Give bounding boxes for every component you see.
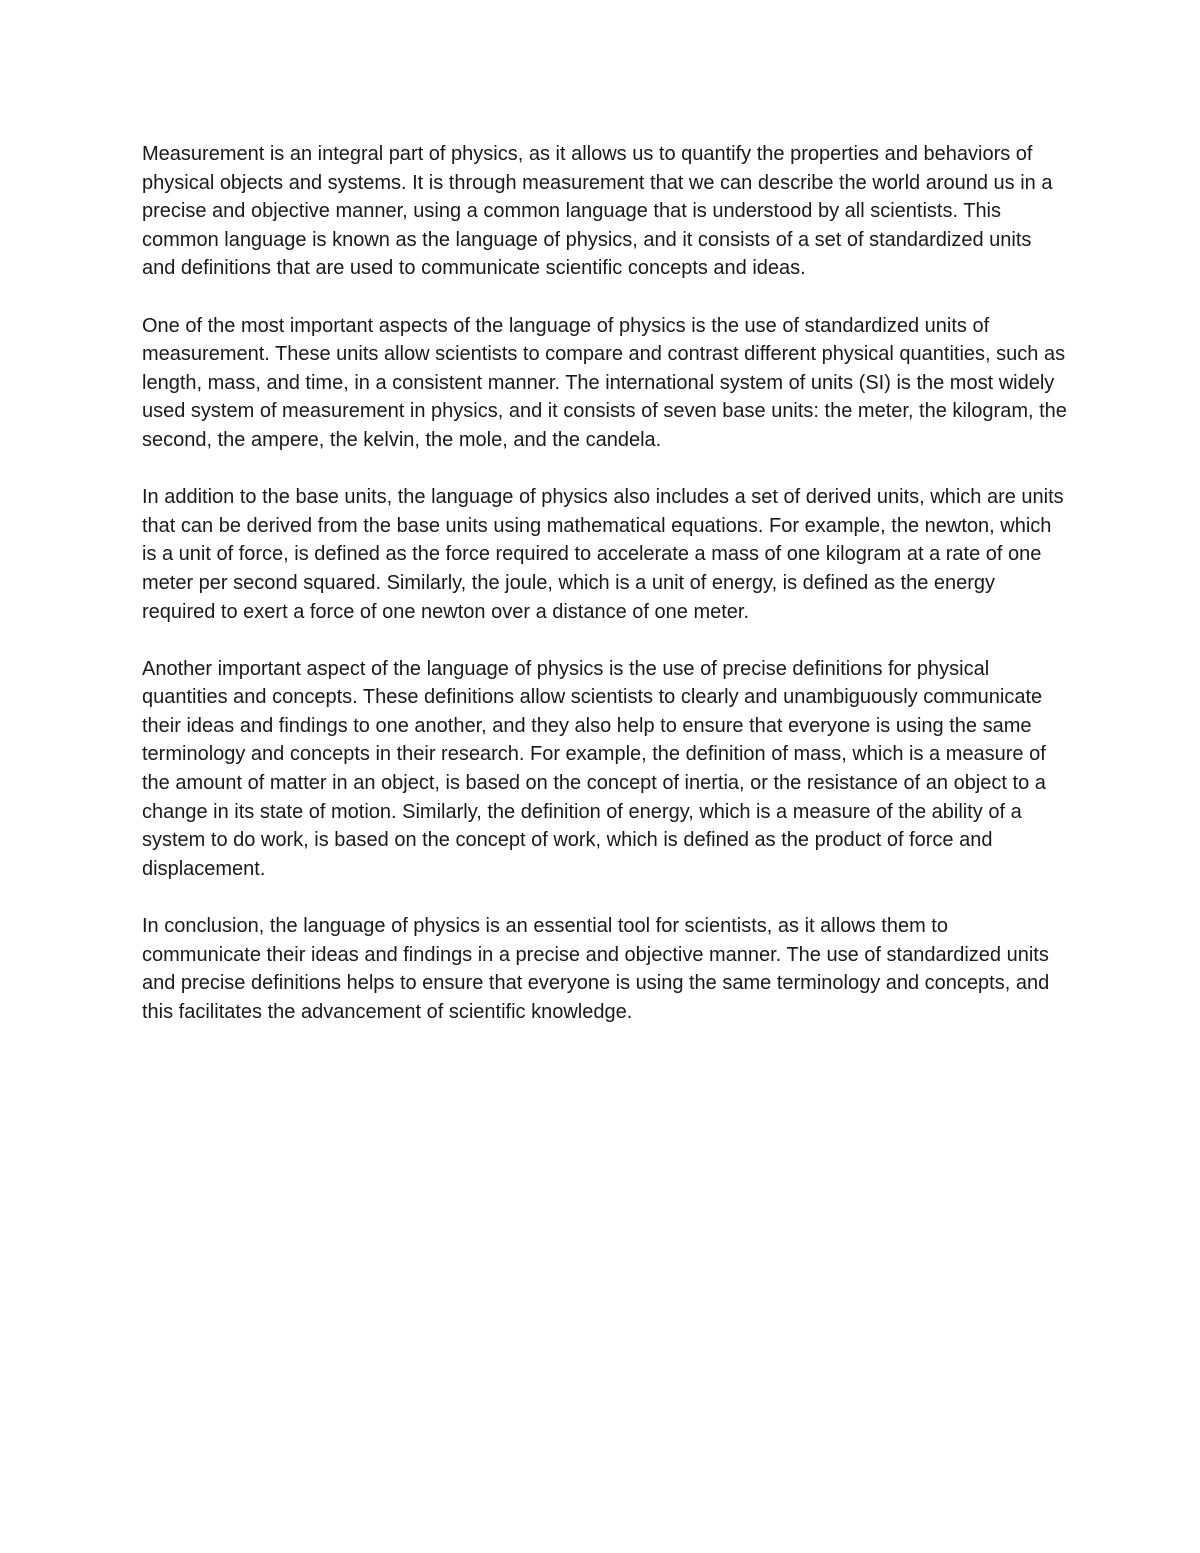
paragraph-3: In addition to the base units, the language of physics also includes a set of derived units, which are units that can be derived from the base units using mathematical equations. For example, the newton, which is a unit of force, is defined as the force required to accelerate a mass of one kilogram at a rate of one meter per second squared. Similarly, the joule, which is a unit of energy, is defined as the energy required to exert a force of one newton over a distance of one meter. [142, 486, 1064, 623]
paragraph-4: Another important aspect of the language of physics is the use of precise definitions for physical quantities and concepts. These definitions allow scientists to clearly and unambiguously communicate their ideas and findings to one another, and they also help to ensure that everyone is using the same terminology and concepts in their research. For example, the definition of mass, which is a measure of the amount of matter in an object, is based on the concept of inertia, or the resistance of an object to a change in its state of motion. Similarly, the definition of energy, which is a measure of the ability of a system to do work, is based on the concept of work, which is defined as the product of force and displacement. [142, 657, 1046, 880]
paragraph-5: In conclusion, the language of physics is an essential tool for scientists, as it allows them to communicate their ideas and findings in a precise and objective manner. The use of standardized units and precise definitions helps to ensure that everyone is using the same terminology and concepts, and this facilitates the advancement of scientific knowledge. [142, 915, 1050, 1023]
document-body [142, 140, 1067, 1055]
paragraph-1: Measurement is an integral part of physics, as it allows us to quantify the properties and behaviors of physical objects and systems. It is through measurement that we can describe the world around us in a precise and objective manner, using a common language that is understood by all scientists. This common language is known as the language of physics, and it consists of a set of standardized units and definitions that are used to communicate scientific concepts and ideas. [142, 143, 1053, 280]
paragraph-2: One of the most important aspects of the language of physics is the use of standardized units of measurement. These units allow scientists to compare and contrast different physical quantities, such as length, mass, and time, in a consistent manner. The international system of units (SI) is the most widely used system of measurement in physics, and it consists of seven base units: the meter, the kilogram, the second, the ampere, the kelvin, the mole, and the candela. [142, 314, 1067, 451]
